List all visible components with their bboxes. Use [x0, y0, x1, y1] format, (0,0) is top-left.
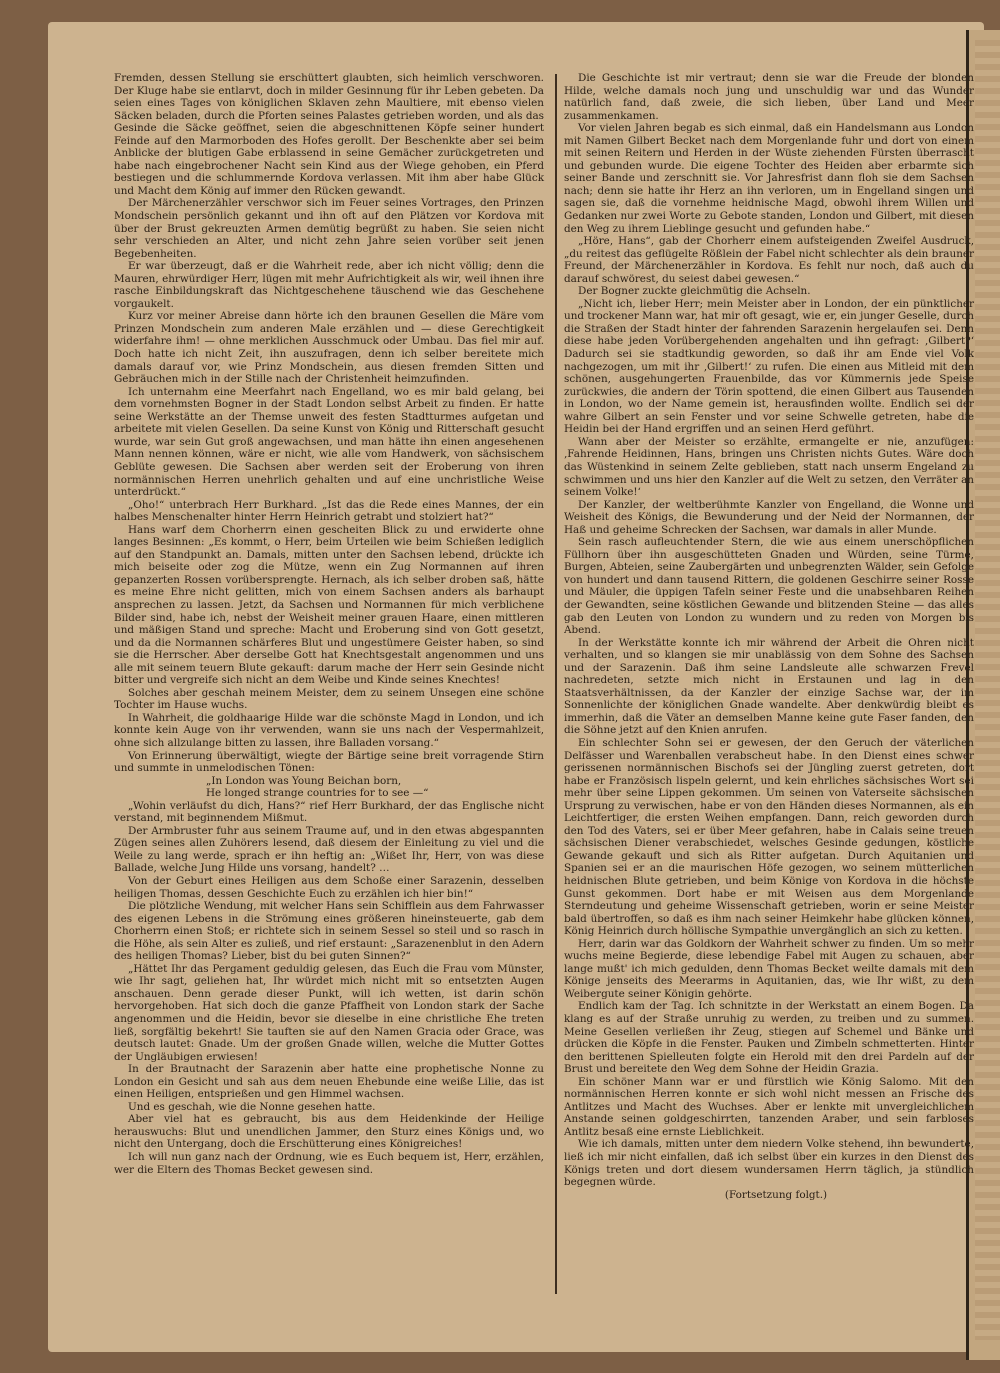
paragraph: Von Erinnerung überwältigt, wiegte der Bärtige seine breit vorragende Stirn und summte in unmelodischen Tönen: — [114, 749, 544, 775]
paragraph: Der Kanzler, der weltberühmte Kanzler von Engelland, die Wonne und Weisheit des Königs, die Bewunderung und der Neid der Normannen, der Haß und geheime Schrecken der Sachsen, war damals in aller Munde. — [564, 498, 974, 536]
paragraph: In der Werkstätte konnte ich mir während der Arbeit die Ohren nicht verhalten, und so klangen sie mir unablässig von dem Sohne des Sachsen und der Sarazenin. Daß ihm seine Landsleute alle schwarzen Frevel nachredeten, setzte mich nicht in Erstaunen und lag in den Staatsverhältnissen, da der Kanzler der einzige Sachse war, der im Sonnenlichte der königlichen Gnade wandelte. Aber denkwürdig bleibt es immerhin, daß die Väter an demselben Manne keine gute Faser fanden, den die Söhne jetzt auf den Knien anrufen. — [564, 636, 974, 737]
paragraph: In Wahrheit, die goldhaarige Hilde war die schönste Magd in London, und ich konnte kein Auge von ihr verwenden, wann sie uns nach der Vespermahlzeit, ohne sich allzulange bitten zu lassen, ihre Balladen vorsang.“ — [114, 711, 544, 749]
column-divider — [555, 74, 557, 1294]
paragraph: Und es geschah, wie die Nonne gesehen hatte. — [128, 1100, 376, 1113]
paragraph: Ein schöner Mann war er und fürstlich wie König Salomo. Mit den normännischen Herren konnte er sich wohl nicht messen an Frische des Antlitzes und Macht des Wuchses. Aber er lenkte mit unvergleichlichem Anstande seinen goldgeschirrten, tanzenden Araber, und sein farbloses Antlitz besaß eine ernste Lieblichkeit. — [564, 1075, 974, 1138]
paragraph: Ein schlechter Sohn sei er gewesen, der den Geruch der väterlichen Delfässer und Warenballen verabscheut habe. In den Dienst eines schwer gerissenen normännischen Bischofs sei der Jüngling zuerst getreten, dort habe er Französisch lispeln gelernt, und kein ehrliches sächsisches Wort sei mehr über seine Lippen gekommen. Um seinen von Vaterseite sächsischen Ursprung zu verwischen, habe er von den Händen dieses Normannen, als ein Leichtfertiger, die ersten Weihen empfangen. Dann, reich geworden durch den Tod des Vaters, sei er über Meer gefahren, habe in Calais seine treuen sächsischen Diener verabschiedet, welsches Gesinde gedungen, köstliche Gewande gekauft und sich als Ritter aufgetan. Durch Aquitanien und Spanien sei er an die maurischen Höfe gezogen, wo seinem mütterlichen heidnischen Blute getrieben, und beim Könige von Kordova in die höchste Gunst gekommen. Dort habe er mit Weisen aus dem Morgenlande Sterndeutung und geheime Wissenschaft getrieben, worin er seine Meister bald übertroffen, so daß es ihm nach seiner Heimkehr habe glücken können, König Heinrich durch höllische Sympathie unvergänglich an sich zu ketten. — [564, 736, 974, 938]
verse-line: „In London was Young Beichan born, — [206, 774, 402, 787]
paragraph: Endlich kam der Tag. Ich schnitzte in der Werkstatt an einem Bogen. Da klang es auf der Straße unruhig zu werden, zu treiben und zu summen. Meine Gesellen verließen ihr Zeug, stiegen auf Schemel und Bänke und drücken die Köpfe in die Fenster. Pauken und Zimbeln schmetterten. Hinter den berittenen Spielleuten folgte ein Herold mit den drei Pardeln auf der Brust und bereitete den Weg dem Sohne der Heidin Grazia. — [564, 1000, 974, 1076]
paragraph: „Hättet Ihr das Pergament geduldig gelesen, das Euch die Frau vom Münster, wie Ihr sagt, geliehen hat, Ihr würdet mich nicht mit so entsetzten Augen anschauen. Denn gerade dieser Punkt, will ich wetten, ist darin schön hervorgehoben. Hat sich doch die ganze Pfaffheit von London stark der Sache angenommen und die Heidin, bevor sie dieselbe in eine christliche Ehe treten ließ, sorgfältig bekehrt! Sie tauften sie auf den Namen Gracia oder Grace, was deutsch lautet: Gnade. Um der großen Gnade willen, welche die Mutter Gottes der Ungläubigen erwiesen! — [114, 962, 544, 1063]
paragraph: Von der Geburt eines Heiligen aus dem Schoße einer Sarazenin, desselben heiligen Thomas, dessen Geschichte Euch zu erzählen ich hier bin!“ — [114, 875, 544, 900]
paragraph: Sein rasch aufleuchtender Stern, die wie aus einem unerschöpflichen Füllhorn über ihn ausgeschütteten Gnaden und Würden, seine Türme, Burgen, Abteien, seine Zaubergärten und unbegrenzten Wälder, sein Gefolge von hundert und dann tausend Rittern, die goldenen Geschirre seiner Rosse und Mäuler, die üppigen Tafeln seiner Feste und die unabsehbaren Reihen der Gewandten, seine köstlichen Gewande und blitzenden Steine — das alles gab den Leuten von London zu wundern und zu reden von Morgen bis Abend. — [564, 536, 974, 637]
paragraph: Kurz vor meiner Abreise dann hörte ich den braunen Gesellen die Märe vom Prinzen Mondschein zum anderen Male erzählen und — diese Gerechtigkeit widerfahre ihm! — ohne merklichen Ausschmuck oder Umbau. Das fiel mir auf. Doch hatte ich nicht Zeit, ihn auszufragen, denn ich selber bereitete mich damals darauf vor, wie Prinz Mondschein, aus diesen fremden Sitten und Gebräuchen mich in der Stille nach der Christenheit heimzufinden. — [114, 310, 544, 386]
paragraph: Vor vielen Jahren begab es sich einmal, daß ein Handelsmann aus London mit Namen Gilbert Becket nach dem Morgenlande fuhr und dort von einem mit seinen Reitern und Herden in der Wüste ziehenden Fürsten überrascht und gebunden wurde. Die eigene Tochter des Heiden aber erbarmte sich seiner Bande und zerschnitt sie. Vor Jahresfrist dann floh sie dem Sachsen nach; denn sie hatte ihr Herz an ihn verloren, um in Engelland singen und sagen sie, daß die vornehme heidnische Magd, obwohl ihrem Willen und Gedanken nur zwei Worte zu Gebote standen, London und Gilbert, mit diesen den Weg zu ihrem Lieblinge gesucht und gefunden habe.“ — [564, 122, 974, 235]
paragraph: In der Brautnacht der Sarazenin aber hatte eine prophetische Nonne zu London ein Gesicht und sah aus dem neuen Ehebunde eine weiße Lilie, das ist einen Heiligen, entsprießen und gen Himmel wachsen. — [114, 1063, 544, 1101]
paragraph: Der Märchenerzähler verschwor sich im Feuer seines Vortrages, den Prinzen Mondschein persönlich gekannt und ihn oft auf den Plätzen vor Kordova mit über der Brust gekreuzten Armen demütig begrüßt zu haben. Sie seien nicht sehr verschieden an Alter, und nicht zehn Jahre seien vorüber seit jenen Begebenheiten. — [114, 197, 544, 260]
paragraph: Fremden, dessen Stellung sie erschüttert glaubten, sich heimlich verschworen. Der Kluge habe sie entlarvt, doch in milder Gesinnung für ihr Leben gebeten. Da seien eines Tages von königlichen Sklaven zehn Maultiere, mit ebenso vielen Säcken beladen, durch die Pforten seines Palastes getrieben worden, und als das Gesinde die Säcke geöffnet, seien die abgeschnittenen Köpfe seiner hundert Feinde auf den Marmorboden des Hofes gerollt. Der Beschenkte aber sei beim Anblicke der blutigen Gabe erblassend in seine Gemächer zurückgetreten und habe nach eingebrochener Nacht sein Kind aus der Wiege gehoben, ein Pferd bestiegen und die schlummernde Kordova verlassen. Mit ihm aber habe Glück und Macht dem König auf immer den Rücken gewandt. — [114, 72, 544, 197]
left-text-column — [114, 72, 544, 1176]
paragraph: Die Geschichte ist mir vertraut; denn sie war die Freude der blonden Hilde, welche damals noch jung und unschuldig war und das Wunder natürlich fand, daß zweie, die sich lieben, über Land und Meer zusammenkamen. — [564, 72, 974, 122]
paragraph: „Oho!“ unterbrach Herr Burkhard. „Ist das die Rede eines Mannes, der ein halbes Menschenalter hinter Herrn Heinrich getrabt und stolziert hat?“ — [114, 498, 544, 524]
paragraph: „Wohin verläufst du dich, Hans?“ rief Herr Burkhard, der das Englische nicht verstand, mit beginnendem Mißmut. — [114, 799, 544, 825]
paragraph: Ich will nun ganz nach der Ordnung, wie es Euch bequem ist, Herr, erzählen, wer die Eltern des Thomas Becket gewesen sind. — [114, 1151, 544, 1176]
right-text-column — [564, 72, 974, 1201]
paragraph: Solches aber geschah meinem Meister, dem zu seinem Unsegen eine schöne Tochter im Hause wuchs. — [114, 686, 544, 712]
paragraph: Wie ich damals, mitten unter dem niedern Volke stehend, ihn bewunderte, ließ ich mir nicht einfallen, daß ich selbst über ein kurzes in den Dienst des Königs treten und dort diesem wundersamen Herrn täglich, ja stündlich begegnen würde. — [564, 1138, 974, 1189]
paragraph: Hans warf dem Chorherrn einen gescheiten Blick zu und erwiderte ohne langes Besinnen: „Es kommt, o Herr, beim Urteilen wie beim Schießen lediglich auf den Standpunkt an. Damals, mitten unter den Sachsen lebend, drückte ich mich beiseite oder zog die Mütze, wenn ein Zug Normannen auf ihren gepanzerten Rossen vorübersprengte. Hernach, als ich selber droben saß, hätte es meine Ehre nicht gelitten, mich von einem Sachsen anders als barhaupt ansprechen zu lassen. Jetzt, da Sachsen und Normannen für mich verblichene Bilder sind, habe ich, nebst der Weisheit meiner grauen Haare, einen mittleren und mäßigen Stand und spreche: Macht und Eroberung sind von Gott gesetzt, und da die Normannen schärferes Blut und ungestümere Geister haben, so sind sie die Herrscher. Aber derselbe Gott hat Knechtsgestalt angenommen und uns alle mit seinem teuern Blute gekauft: darum mache der Herr sein Gesinde nicht bitter und vergreife sich nicht an dem Weibe und Kinde seines Knechtes! — [114, 523, 544, 687]
verse-line: He longed strange countries for to see —“ — [206, 787, 429, 800]
paragraph: Aber viel hat es gebraucht, bis aus dem Heidenkinde der Heilige herauswuchs: Blut und unendlichen Jammer, den Sturz eines Königs und, wo nicht den Untergang, doch die Erschütterung eines Königreiches! — [114, 1113, 544, 1151]
paragraph: Er war überzeugt, daß er die Wahrheit rede, aber ich nicht völlig; denn die Mauren, ehrwürdiger Herr, lügen mit mehr Aufrichtigkeit als wir, weil ihnen ihre rasche Einbildungskraft das Nichtgeschehene täuschend wie das Geschehene vorgaukelt. — [114, 260, 544, 310]
adjacent-page-text-strip — [975, 40, 1000, 1340]
paragraph: Die plötzliche Wendung, mit welcher Hans sein Schifflein aus dem Fahrwasser des eigenen Lebens in die Strömung eines größeren hineinsteuerte, gab dem Chorherrn einen Stoß; er richtete sich in seinem Sessel so steil und so rasch in die Höhe, als sein Alter es zuließ, und rief erstaunt: „Sarazenenblut in den Adern des heiligen Thomas? Lieber, bist du bei guten Sinnen?“ — [114, 900, 544, 963]
paragraph: Der Armbruster fuhr aus seinem Traume auf, und in den etwas abgespannten Zügen seines allen Zuhörers lesend, daß diesem der Einleitung zu viel und die Weile zu lang werde, sprach er ihn heftig an: „Wißet Ihr, Herr, von was diese Ballade, welche Jung Hilde uns vorsang, handelt? … — [114, 824, 544, 875]
paragraph: „Nicht ich, lieber Herr; mein Meister aber in London, der ein pünktlicher und trockener Mann war, hat mir oft gesagt, wie er, ein junger Geselle, durch die Straßen der Stadt hinter der fahrenden Sarazenin hergelaufen sei. Denn diese habe jeden Vorübergehenden angehalten und ihn gefragt: ‚Gilbert?‘ Dadurch sei sie stadtkundig geworden, so daß ihr am Ende viel Volk nachgezogen, um mit ihr ‚Gilbert!‘ zu rufen. Die einen aus Mitleid mit dem schönen, ausgehungerten Frauenbilde, das vor Kümmernis jede Speise zurückwies, die andern der Törin spottend, die einen Gilbert aus Tausenden in London, wo der Name gemein ist, herausfinden wollte. Endlich sei der wahre Gilbert an sein Fenster und vor seine Schwelle getreten, habe die Heidin bei der Hand ergriffen und an seinen Herd geführt. — [564, 297, 974, 436]
paragraph: Ich unternahm eine Meerfahrt nach Engelland, wo es mir bald gelang, bei dem vornehmsten Bogner in der Stadt London selbst Arbeit zu finden. Er hatte seine Werkstätte an der Themse unweit des festen Stadtturmes aufgetan und arbeitete mit vielen Gesellen. Da seine Kunst von König und Ritterschaft gesucht wurde, war sein Gut groß angewachsen, und man hätte ihn einen angesehenen Mann nennen können, wäre er nicht, wie alle vom Handwerk, von sächsischem Geblüte gewesen. Die Sachsen aber werden seit der Eroberung von ihren normännischen Herren unehrlich gehalten und auf eine unchristliche Weise unterdrückt.“ — [114, 385, 544, 499]
paragraph: Wann aber der Meister so erzählte, ermangelte er nie, anzufügen: ‚Fahrende Heidinnen, Hans, bringen uns Christen nichts Gutes. Wäre doch das Wüstenkind in seinem Zelte geblieben, statt nach unserm Engeland zu schwimmen und uns hier den Kanzler auf die Welt zu setzen, den Verräter an seinem Volke!‘ — [564, 435, 974, 499]
paragraph: Der Bogner zuckte gleichmütig die Achseln. — [578, 285, 811, 298]
paragraph: „Höre, Hans“, gab der Chorherr einem aufsteigenden Zweifel Ausdruck, „du reitest das geflügelte Rößlein der Fabel nicht schlechter als dein brauner Freund, der Märchenerzähler in Kordova. Es fehlt nur noch, daß auch du darauf schwörest, du seiest dabei gewesen.“ — [564, 235, 974, 285]
paragraph: Herr, darin war das Goldkorn der Wahrheit schwer zu finden. Um so mehr wuchs meine Begierde, diese lebendige Fabel mit Augen zu schauen, aber lange mußt' ich mich gedulden, denn Thomas Becket weilte damals mit dem Könige jenseits des Meerarms in Aquitanien, das, wie Ihr wißt, zu dem Weibergute seiner Königin gehörte. — [564, 937, 974, 1000]
to-be-continued-note: (Fortsetzung folgt.) — [724, 1188, 828, 1201]
